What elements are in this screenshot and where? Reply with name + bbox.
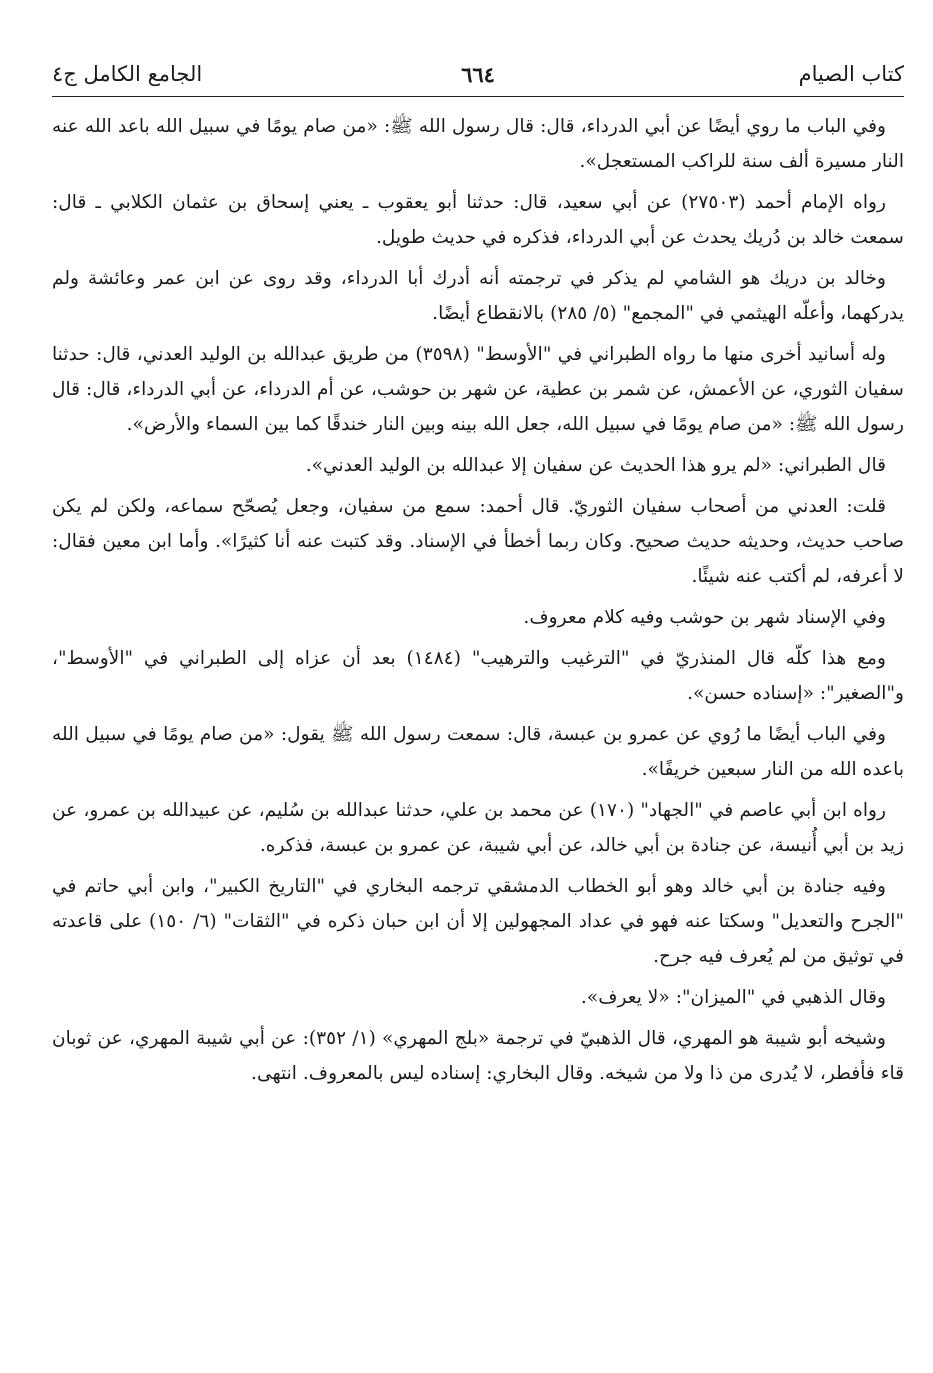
paragraph: وقال الذهبي في "الميزان": «لا يعرف». xyxy=(580,987,886,1008)
paragraph: وفي الإسناد شهر بن حوشب وفيه كلام معروف. xyxy=(523,607,886,628)
book-page xyxy=(52,50,904,1097)
paragraph: ومع هذا كلّه قال المنذريّ في "الترغيب والترهيب" (١٤٨٤) بعد أن عزاه إلى الطبراني في "الأوسط"، و"الصغير": «إسناده حسن». xyxy=(52,648,904,704)
paragraph: وخالد بن دريك هو الشامي لم يذكر في ترجمته أنه أدرك أبا الدرداء، وقد روى عن ابن عمر وعائشة ولم يدركهما، وأعلّه الهيثمي في "المجمع" (٥/ ٢٨٥) بالانقطاع أيضًا. xyxy=(52,268,904,324)
book-title: الجامع الكامل ج٤ xyxy=(52,62,203,86)
chapter-title: كتاب الصيام xyxy=(798,62,904,86)
paragraph: وفيه جنادة بن أبي خالد وهو أبو الخطاب الدمشقي ترجمه البخاري في "التاريخ الكبير"، وابن أبي حاتم في "الجرح والتعديل" وسكتا عنه فهو في عداد المجهولين إلا أن ابن حبان ذكره في "الثقات" (٦/ ١٥٠) على قاعدته في توثيق من لم يُعرف فيه جرح. xyxy=(52,876,904,967)
paragraph: وفي الباب ما روي أيضًا عن أبي الدرداء، قال: قال رسول الله ﷺ: «من صام يومًا في سبيل الله باعد الله عنه النار مسيرة ألف سنة للراكب المستعجل». xyxy=(52,116,904,172)
page-number: ٦٦٤ xyxy=(461,62,495,87)
paragraph: رواه الإمام أحمد (٢٧٥٠٣) عن أبي سعيد، قال: حدثنا أبو يعقوب ـ يعني إسحاق بن عثمان الكلابي ـ قال: سمعت خالد بن دُريك يحدث عن أبي الدرداء، فذكره في حديث طويل. xyxy=(52,192,904,248)
paragraph: قال الطبراني: «لم يرو هذا الحديث عن سفيان إلا عبدالله بن الوليد العدني». xyxy=(305,455,886,476)
paragraph: وفي الباب أيضًا ما رُوي عن عمرو بن عبسة، قال: سمعت رسول الله ﷺ يقول: «من صام يومًا في سبيل الله باعده الله من النار سبعين خريفًا». xyxy=(52,724,904,780)
paragraph: رواه ابن أبي عاصم في "الجهاد" (١٧٠) عن محمد بن علي، حدثنا عبدالله بن سُليم، عن عبيدالله بن عمرو، عن زيد بن أبي أُنيسة، عن جنادة بن أبي خالد، عن أبي شيبة، عن عمرو بن عبسة، فذكره. xyxy=(52,800,904,856)
page-header xyxy=(52,50,904,97)
paragraph: وشيخه أبو شيبة هو المهري، قال الذهبيّ في ترجمة «بلج المهري» (١/ ٣٥٢): عن أبي شيبة المهري، عن ثوبان قاء فأفطر، لا يُدرى من ذا ولا من شيخه. وقال البخاري: إسناده ليس بالمعروف. انتهى. xyxy=(52,1028,904,1084)
paragraph: قلت: العدني من أصحاب سفيان الثوريّ. قال أحمد: سمع من سفيان، وجعل يُصحّح سماعه، ولكن لم يكن صاحب حديث، وحديثه حديث صحيح. وكان ربما أخطأ في الإسناد. وقد كتبت عنه أنا كثيرًا». وأما ابن معين فقال: لا أعرفه، لم أكتب عنه شيئًا. xyxy=(52,496,904,587)
paragraph: وله أسانيد أخرى منها ما رواه الطبراني في "الأوسط" (٣٥٩٨) من طريق عبدالله بن الوليد العدني، قال: حدثنا سفيان الثوري، عن الأعمش، عن شمر بن عطية، عن شهر بن حوشب، عن أم الدرداء، عن أبي الدرداء، قال: قال رسول الله ﷺ: «من صام يومًا في سبيل الله، جعل الله بينه وبين النار خندقًا كما بين السماء والأرض». xyxy=(52,344,904,435)
page-body xyxy=(52,109,904,1097)
